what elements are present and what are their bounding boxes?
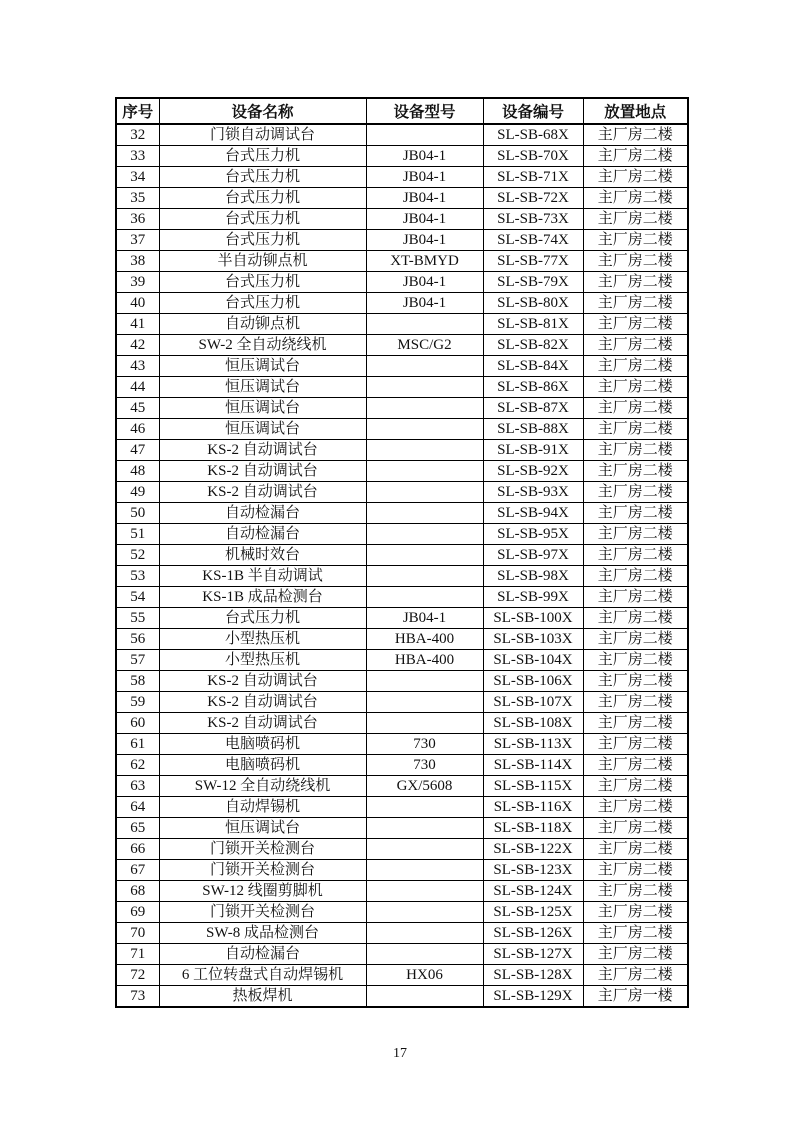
table-row: [116, 419, 688, 440]
cell-serial-number: 47: [116, 440, 159, 461]
cell-equipment-code: SL-SB-116X: [483, 797, 583, 818]
cell-location: 主厂房二楼: [583, 881, 688, 902]
cell-equipment-model: HBA-400: [366, 650, 483, 671]
table-row: [116, 776, 688, 797]
cell-serial-number: 39: [116, 272, 159, 293]
cell-equipment-name: 门锁自动调试台: [159, 124, 366, 146]
cell-serial-number: 72: [116, 965, 159, 986]
cell-equipment-model: [366, 356, 483, 377]
cell-location: 主厂房二楼: [583, 377, 688, 398]
cell-equipment-name: 自动铆点机: [159, 314, 366, 335]
table-row: [116, 503, 688, 524]
table-row: [116, 524, 688, 545]
table-row: [116, 356, 688, 377]
cell-serial-number: 67: [116, 860, 159, 881]
cell-equipment-code: SL-SB-125X: [483, 902, 583, 923]
cell-equipment-model: [366, 587, 483, 608]
cell-location: 主厂房二楼: [583, 608, 688, 629]
cell-serial-number: 45: [116, 398, 159, 419]
cell-equipment-name: 门锁开关检测台: [159, 860, 366, 881]
cell-equipment-code: SL-SB-80X: [483, 293, 583, 314]
cell-equipment-name: KS-2 自动调试台: [159, 482, 366, 503]
cell-equipment-name: 电脑喷码机: [159, 755, 366, 776]
cell-equipment-model: [366, 881, 483, 902]
cell-location: 主厂房二楼: [583, 566, 688, 587]
cell-serial-number: 52: [116, 545, 159, 566]
cell-equipment-model: 730: [366, 734, 483, 755]
cell-location: 主厂房一楼: [583, 986, 688, 1008]
cell-equipment-code: SL-SB-108X: [483, 713, 583, 734]
cell-serial-number: 62: [116, 755, 159, 776]
cell-location: 主厂房二楼: [583, 167, 688, 188]
cell-serial-number: 43: [116, 356, 159, 377]
cell-equipment-name: KS-2 自动调试台: [159, 440, 366, 461]
table-row: [116, 124, 688, 146]
table-row: [116, 167, 688, 188]
cell-serial-number: 60: [116, 713, 159, 734]
equipment-table-body: [116, 124, 688, 1007]
cell-equipment-code: SL-SB-88X: [483, 419, 583, 440]
cell-equipment-code: SL-SB-97X: [483, 545, 583, 566]
cell-location: 主厂房二楼: [583, 545, 688, 566]
cell-equipment-code: SL-SB-103X: [483, 629, 583, 650]
table-row: [116, 587, 688, 608]
table-row: [116, 230, 688, 251]
cell-equipment-model: JB04-1: [366, 146, 483, 167]
cell-location: 主厂房二楼: [583, 398, 688, 419]
cell-equipment-name: 机械时效台: [159, 545, 366, 566]
cell-serial-number: 73: [116, 986, 159, 1008]
cell-serial-number: 57: [116, 650, 159, 671]
table-row: [116, 713, 688, 734]
cell-equipment-code: SL-SB-70X: [483, 146, 583, 167]
cell-location: 主厂房二楼: [583, 440, 688, 461]
table-row: [116, 986, 688, 1008]
cell-serial-number: 68: [116, 881, 159, 902]
column-header-equipment-name: 设备名称: [159, 98, 366, 124]
cell-serial-number: 59: [116, 692, 159, 713]
cell-location: 主厂房二楼: [583, 335, 688, 356]
table-row: [116, 398, 688, 419]
cell-equipment-model: [366, 860, 483, 881]
cell-equipment-model: HBA-400: [366, 629, 483, 650]
cell-serial-number: 69: [116, 902, 159, 923]
table-row: [116, 251, 688, 272]
cell-equipment-name: KS-2 自动调试台: [159, 671, 366, 692]
header-row: [116, 98, 688, 124]
cell-equipment-model: [366, 671, 483, 692]
cell-equipment-code: SL-SB-94X: [483, 503, 583, 524]
cell-equipment-name: 恒压调试台: [159, 377, 366, 398]
cell-equipment-name: 电脑喷码机: [159, 734, 366, 755]
cell-equipment-model: [366, 797, 483, 818]
cell-equipment-name: SW-2 全自动绕线机: [159, 335, 366, 356]
cell-equipment-name: 门锁开关检测台: [159, 839, 366, 860]
cell-equipment-name: 台式压力机: [159, 188, 366, 209]
cell-serial-number: 38: [116, 251, 159, 272]
table-row: [116, 482, 688, 503]
cell-equipment-code: SL-SB-95X: [483, 524, 583, 545]
cell-equipment-model: XT-BMYD: [366, 251, 483, 272]
cell-equipment-code: SL-SB-118X: [483, 818, 583, 839]
cell-serial-number: 49: [116, 482, 159, 503]
cell-equipment-code: SL-SB-77X: [483, 251, 583, 272]
equipment-table-header: [116, 98, 688, 124]
cell-equipment-model: [366, 902, 483, 923]
cell-equipment-name: 自动检漏台: [159, 944, 366, 965]
cell-equipment-name: KS-2 自动调试台: [159, 713, 366, 734]
cell-location: 主厂房二楼: [583, 671, 688, 692]
cell-serial-number: 48: [116, 461, 159, 482]
cell-location: 主厂房二楼: [583, 356, 688, 377]
table-row: [116, 650, 688, 671]
cell-serial-number: 50: [116, 503, 159, 524]
cell-equipment-model: [366, 923, 483, 944]
cell-equipment-model: 730: [366, 755, 483, 776]
cell-location: 主厂房二楼: [583, 755, 688, 776]
cell-equipment-name: 恒压调试台: [159, 818, 366, 839]
cell-equipment-model: JB04-1: [366, 209, 483, 230]
cell-serial-number: 46: [116, 419, 159, 440]
cell-equipment-model: JB04-1: [366, 293, 483, 314]
table-row: [116, 692, 688, 713]
cell-equipment-model: [366, 545, 483, 566]
cell-equipment-name: 自动检漏台: [159, 524, 366, 545]
cell-equipment-name: 台式压力机: [159, 209, 366, 230]
cell-equipment-name: 自动焊锡机: [159, 797, 366, 818]
cell-location: 主厂房二楼: [583, 965, 688, 986]
cell-equipment-name: KS-2 自动调试台: [159, 461, 366, 482]
table-row: [116, 335, 688, 356]
cell-location: 主厂房二楼: [583, 692, 688, 713]
cell-serial-number: 42: [116, 335, 159, 356]
cell-equipment-model: JB04-1: [366, 272, 483, 293]
cell-equipment-name: SW-12 全自动绕线机: [159, 776, 366, 797]
cell-location: 主厂房二楼: [583, 314, 688, 335]
cell-equipment-code: SL-SB-73X: [483, 209, 583, 230]
column-header-serial-number: 序号: [116, 98, 159, 124]
cell-equipment-model: [366, 692, 483, 713]
cell-equipment-model: [366, 461, 483, 482]
cell-serial-number: 66: [116, 839, 159, 860]
cell-equipment-name: 台式压力机: [159, 272, 366, 293]
cell-location: 主厂房二楼: [583, 629, 688, 650]
cell-equipment-name: 热板焊机: [159, 986, 366, 1008]
cell-equipment-model: [366, 986, 483, 1008]
cell-equipment-name: KS-1B 半自动调试: [159, 566, 366, 587]
cell-equipment-code: SL-SB-126X: [483, 923, 583, 944]
cell-location: 主厂房二楼: [583, 902, 688, 923]
cell-serial-number: 44: [116, 377, 159, 398]
cell-equipment-name: 6 工位转盘式自动焊锡机: [159, 965, 366, 986]
cell-serial-number: 53: [116, 566, 159, 587]
cell-equipment-code: SL-SB-81X: [483, 314, 583, 335]
cell-equipment-name: KS-1B 成品检测台: [159, 587, 366, 608]
table-row: [116, 146, 688, 167]
table-row: [116, 839, 688, 860]
cell-serial-number: 35: [116, 188, 159, 209]
table-row: [116, 440, 688, 461]
cell-serial-number: 64: [116, 797, 159, 818]
cell-equipment-model: MSC/G2: [366, 335, 483, 356]
cell-location: 主厂房二楼: [583, 419, 688, 440]
cell-location: 主厂房二楼: [583, 251, 688, 272]
cell-equipment-model: [366, 524, 483, 545]
cell-serial-number: 65: [116, 818, 159, 839]
table-row: [116, 314, 688, 335]
cell-equipment-model: [366, 503, 483, 524]
cell-equipment-model: JB04-1: [366, 230, 483, 251]
cell-equipment-code: SL-SB-74X: [483, 230, 583, 251]
table-row: [116, 545, 688, 566]
cell-equipment-code: SL-SB-86X: [483, 377, 583, 398]
cell-equipment-name: 半自动铆点机: [159, 251, 366, 272]
cell-equipment-code: SL-SB-68X: [483, 124, 583, 146]
cell-equipment-code: SL-SB-99X: [483, 587, 583, 608]
cell-serial-number: 71: [116, 944, 159, 965]
cell-location: 主厂房二楼: [583, 797, 688, 818]
cell-location: 主厂房二楼: [583, 776, 688, 797]
cell-equipment-code: SL-SB-84X: [483, 356, 583, 377]
cell-location: 主厂房二楼: [583, 230, 688, 251]
cell-equipment-name: 小型热压机: [159, 650, 366, 671]
cell-serial-number: 61: [116, 734, 159, 755]
cell-equipment-name: SW-8 成品检测台: [159, 923, 366, 944]
cell-equipment-name: 台式压力机: [159, 167, 366, 188]
cell-equipment-model: GX/5608: [366, 776, 483, 797]
cell-equipment-model: [366, 818, 483, 839]
cell-location: 主厂房二楼: [583, 272, 688, 293]
cell-equipment-name: 恒压调试台: [159, 419, 366, 440]
cell-location: 主厂房二楼: [583, 650, 688, 671]
table-row: [116, 965, 688, 986]
table-row: [116, 881, 688, 902]
cell-equipment-code: SL-SB-87X: [483, 398, 583, 419]
cell-equipment-code: SL-SB-91X: [483, 440, 583, 461]
table-row: [116, 629, 688, 650]
table-row: [116, 608, 688, 629]
equipment-table: [115, 97, 689, 1008]
cell-location: 主厂房二楼: [583, 293, 688, 314]
cell-equipment-name: 台式压力机: [159, 293, 366, 314]
cell-equipment-model: [366, 124, 483, 146]
cell-equipment-name: 台式压力机: [159, 146, 366, 167]
cell-location: 主厂房二楼: [583, 503, 688, 524]
column-header-equipment-code: 设备编号: [483, 98, 583, 124]
table-row: [116, 671, 688, 692]
column-header-equipment-model: 设备型号: [366, 98, 483, 124]
cell-equipment-model: HX06: [366, 965, 483, 986]
cell-serial-number: 34: [116, 167, 159, 188]
cell-location: 主厂房二楼: [583, 188, 688, 209]
table-row: [116, 944, 688, 965]
cell-serial-number: 32: [116, 124, 159, 146]
cell-equipment-code: SL-SB-115X: [483, 776, 583, 797]
cell-equipment-model: [366, 944, 483, 965]
cell-equipment-model: [366, 377, 483, 398]
cell-serial-number: 33: [116, 146, 159, 167]
column-header-location: 放置地点: [583, 98, 688, 124]
cell-equipment-model: [366, 839, 483, 860]
cell-equipment-name: 自动检漏台: [159, 503, 366, 524]
cell-location: 主厂房二楼: [583, 209, 688, 230]
cell-location: 主厂房二楼: [583, 818, 688, 839]
cell-equipment-code: SL-SB-100X: [483, 608, 583, 629]
cell-serial-number: 56: [116, 629, 159, 650]
cell-location: 主厂房二楼: [583, 482, 688, 503]
cell-equipment-name: 台式压力机: [159, 608, 366, 629]
cell-equipment-model: [366, 314, 483, 335]
cell-serial-number: 55: [116, 608, 159, 629]
cell-equipment-name: KS-2 自动调试台: [159, 692, 366, 713]
cell-equipment-model: [366, 482, 483, 503]
cell-serial-number: 63: [116, 776, 159, 797]
cell-serial-number: 36: [116, 209, 159, 230]
page-number: 17: [393, 1046, 407, 1061]
cell-equipment-name: 门锁开关检测台: [159, 902, 366, 923]
table-row: [116, 293, 688, 314]
cell-serial-number: 40: [116, 293, 159, 314]
cell-equipment-code: SL-SB-98X: [483, 566, 583, 587]
cell-location: 主厂房二楼: [583, 713, 688, 734]
cell-equipment-code: SL-SB-122X: [483, 839, 583, 860]
cell-location: 主厂房二楼: [583, 944, 688, 965]
cell-location: 主厂房二楼: [583, 461, 688, 482]
cell-serial-number: 37: [116, 230, 159, 251]
cell-equipment-name: 小型热压机: [159, 629, 366, 650]
table-row: [116, 755, 688, 776]
cell-equipment-name: 恒压调试台: [159, 356, 366, 377]
cell-equipment-model: JB04-1: [366, 608, 483, 629]
cell-equipment-model: JB04-1: [366, 167, 483, 188]
cell-location: 主厂房二楼: [583, 524, 688, 545]
cell-serial-number: 51: [116, 524, 159, 545]
cell-equipment-code: SL-SB-113X: [483, 734, 583, 755]
table-row: [116, 566, 688, 587]
cell-equipment-code: SL-SB-93X: [483, 482, 583, 503]
table-row: [116, 209, 688, 230]
table-row: [116, 818, 688, 839]
cell-location: 主厂房二楼: [583, 923, 688, 944]
cell-equipment-code: SL-SB-127X: [483, 944, 583, 965]
cell-equipment-code: SL-SB-92X: [483, 461, 583, 482]
cell-equipment-code: SL-SB-107X: [483, 692, 583, 713]
table-row: [116, 902, 688, 923]
cell-location: 主厂房二楼: [583, 734, 688, 755]
cell-equipment-model: [366, 566, 483, 587]
cell-serial-number: 58: [116, 671, 159, 692]
cell-equipment-code: SL-SB-71X: [483, 167, 583, 188]
table-row: [116, 461, 688, 482]
cell-serial-number: 41: [116, 314, 159, 335]
cell-equipment-code: SL-SB-128X: [483, 965, 583, 986]
table-row: [116, 797, 688, 818]
table-row: [116, 923, 688, 944]
cell-equipment-code: SL-SB-106X: [483, 671, 583, 692]
cell-equipment-code: SL-SB-123X: [483, 860, 583, 881]
cell-location: 主厂房二楼: [583, 587, 688, 608]
cell-equipment-name: 台式压力机: [159, 230, 366, 251]
cell-location: 主厂房二楼: [583, 860, 688, 881]
cell-serial-number: 70: [116, 923, 159, 944]
cell-equipment-name: SW-12 线圈剪脚机: [159, 881, 366, 902]
cell-equipment-code: SL-SB-104X: [483, 650, 583, 671]
cell-serial-number: 54: [116, 587, 159, 608]
cell-equipment-code: SL-SB-82X: [483, 335, 583, 356]
cell-equipment-model: [366, 440, 483, 461]
table-row: [116, 377, 688, 398]
cell-equipment-code: SL-SB-114X: [483, 755, 583, 776]
cell-location: 主厂房二楼: [583, 146, 688, 167]
table-row: [116, 188, 688, 209]
cell-equipment-model: JB04-1: [366, 188, 483, 209]
cell-equipment-code: SL-SB-124X: [483, 881, 583, 902]
cell-equipment-code: SL-SB-72X: [483, 188, 583, 209]
cell-equipment-code: SL-SB-79X: [483, 272, 583, 293]
cell-location: 主厂房二楼: [583, 839, 688, 860]
cell-equipment-model: [366, 713, 483, 734]
cell-location: 主厂房二楼: [583, 124, 688, 146]
table-row: [116, 272, 688, 293]
cell-equipment-model: [366, 419, 483, 440]
cell-equipment-code: SL-SB-129X: [483, 986, 583, 1008]
cell-equipment-name: 恒压调试台: [159, 398, 366, 419]
table-row: [116, 734, 688, 755]
table-row: [116, 860, 688, 881]
cell-equipment-model: [366, 398, 483, 419]
